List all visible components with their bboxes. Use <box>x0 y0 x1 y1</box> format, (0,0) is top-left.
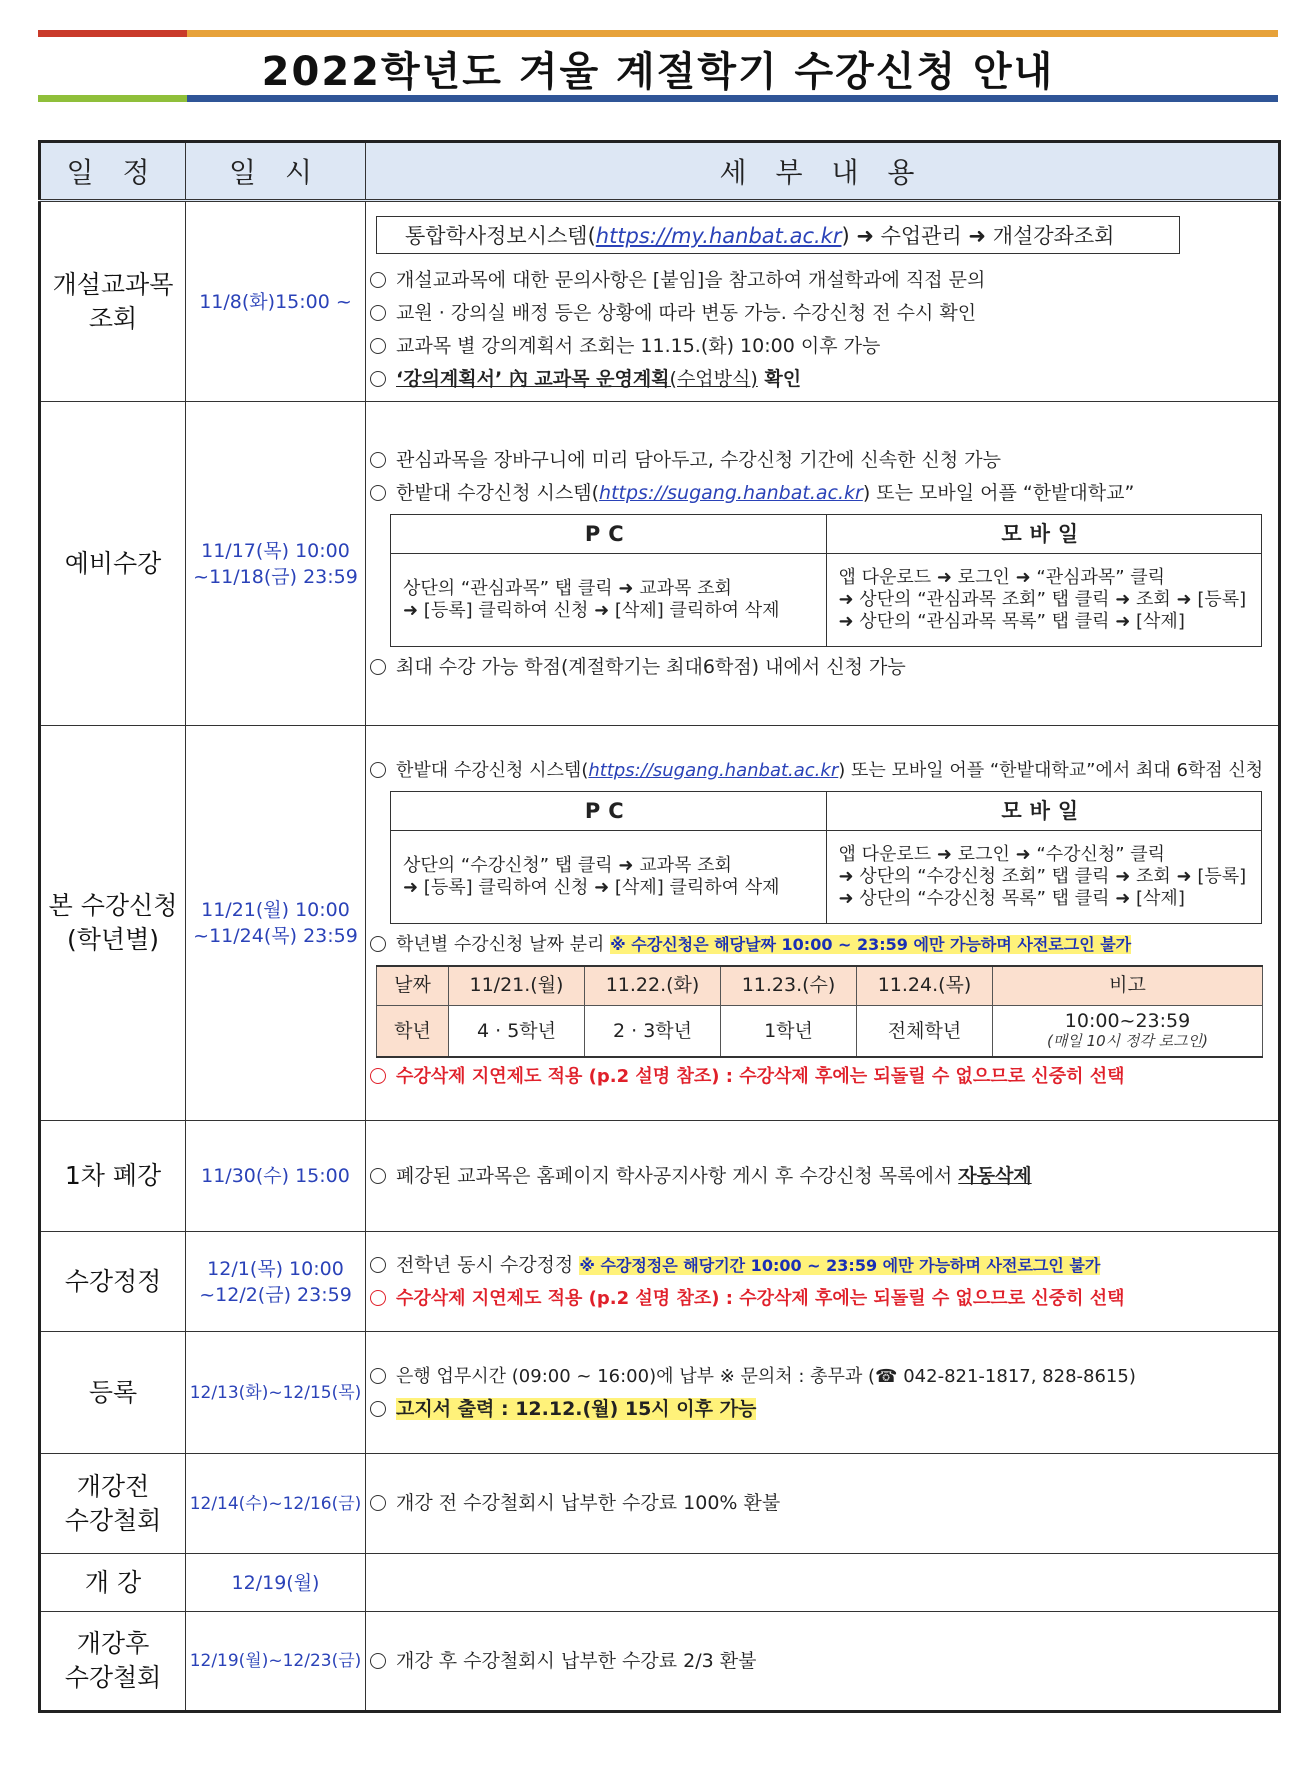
detail-line <box>370 444 1278 477</box>
bullet-circle-icon <box>370 485 386 501</box>
detail-line <box>370 651 1278 684</box>
detail-text: 전학년 동시 수강정정 <box>396 1253 580 1276</box>
warning-line <box>370 1282 1278 1315</box>
grade-value: 1학년 <box>721 1005 857 1057</box>
date-text: ~11/18(금) 23:59 <box>193 565 358 588</box>
schedule-label: 개강전 <box>76 1471 150 1501</box>
grade-value: 전체학년 <box>857 1005 993 1057</box>
mobile-header: 모바일 <box>826 791 1262 830</box>
bullet-circle-icon <box>370 936 386 952</box>
detail-text: 최대 수강 가능 학점(계절학기는 최대6학점) 내에서 신청 가능 <box>396 655 906 678</box>
schedule-label: 본 수강신청 <box>48 891 178 920</box>
detail-line <box>370 1393 1278 1426</box>
schedule-cell: 수강정정 <box>40 1232 186 1332</box>
header-schedule: 일 정 <box>40 142 186 201</box>
bullet-circle-icon <box>370 1068 386 1084</box>
row-correction <box>40 1232 1280 1332</box>
row-first-cancel <box>40 1121 1280 1232</box>
bullet-circle-icon <box>370 338 386 354</box>
instruction-text: ➜ [등록] 클릭하여 신청 ➜ [삭제] 클릭하여 삭제 <box>403 599 780 621</box>
document-page <box>38 30 1278 1692</box>
instruction-text: 앱 다운로드 ➜ 로그인 ➜ “수강신청” 클릭 <box>838 843 1166 865</box>
bullet-circle-icon <box>370 1653 386 1669</box>
schedule-label: 조회 <box>88 303 138 333</box>
schedule-cell <box>40 1454 186 1554</box>
date-cell <box>186 1232 366 1332</box>
title-banner <box>38 30 1278 102</box>
header-details: 세 부 내 용 <box>366 142 1280 201</box>
detail-cell <box>366 201 1280 402</box>
date-text: ~12/2(금) 23:59 <box>199 1283 352 1306</box>
detail-cell <box>366 402 1280 726</box>
schedule-label: 개설교과목 <box>52 269 174 299</box>
bullet-circle-icon <box>370 272 386 288</box>
detail-text: ) 또는 모바일 어플 “한밭대학교”에서 최대 6학점 신청 <box>838 759 1264 781</box>
schedule-cell <box>40 201 186 402</box>
system-path-box <box>376 216 1180 254</box>
date-cell: 12/13(화)~12/15(목) <box>186 1332 366 1454</box>
detail-line <box>370 754 1278 787</box>
bullet-circle-icon <box>370 305 386 321</box>
day-header: 비고 <box>993 966 1263 1006</box>
row-withdraw-after <box>40 1612 1280 1712</box>
schedule-cell: 개 강 <box>40 1554 186 1612</box>
system-path-suffix: ) ➜ 수업관리 ➜ 개설강좌조회 <box>841 223 1115 248</box>
instruction-text: ➜ 상단의 “관심과목 목록” 탭 클릭 ➜ [삭제] <box>838 610 1185 632</box>
schedule-cell <box>40 726 186 1121</box>
pc-instructions <box>391 830 827 923</box>
pc-header: PC <box>391 514 827 553</box>
pc-instructions <box>391 553 827 646</box>
detail-text: 폐강된 교과목은 홈페이지 학사공지사항 게시 후 수강신청 목록에서 <box>396 1164 959 1187</box>
detail-text: 자동삭제 <box>958 1164 1032 1187</box>
instruction-text: ➜ [등록] 클릭하여 신청 ➜ [삭제] 클릭하여 삭제 <box>403 876 780 898</box>
detail-text: 한밭대 수강신청 시스템( <box>396 481 600 504</box>
day-header: 11.24.(목) <box>857 966 993 1006</box>
instruction-text: ➜ 상단의 “수강신청 목록” 탭 클릭 ➜ [삭제] <box>838 887 1185 909</box>
date-cell <box>186 402 366 726</box>
detail-line <box>370 477 1278 510</box>
grade-value: 2 · 3학년 <box>585 1005 721 1057</box>
detail-text: 관심과목을 장바구니에 미리 담아두고, 수강신청 기간에 신속한 신청 가능 <box>396 448 1001 471</box>
date-cell: 12/19(월)~12/23(금) <box>186 1612 366 1712</box>
instruction-text: 상단의 “수강신청” 탭 클릭 ➜ 교과목 조회 <box>403 854 732 876</box>
date-text: 11/17(목) 10:00 <box>201 539 350 562</box>
bullet-circle-icon <box>370 762 386 778</box>
detail-cell <box>366 1232 1280 1332</box>
schedule-cell <box>40 1612 186 1712</box>
note-login: (매일 10시 정각 로그인) <box>1046 1031 1209 1050</box>
bullet-circle-icon <box>370 1168 386 1184</box>
instruction-text: 앱 다운로드 ➜ 로그인 ➜ “관심과목” 클릭 <box>838 566 1166 588</box>
detail-line <box>370 928 1278 961</box>
detail-line <box>370 1360 1278 1393</box>
date-text: 11/21(월) 10:00 <box>201 899 350 921</box>
sugang-link[interactable]: https://sugang.hanbat.ac.kr <box>599 481 863 504</box>
detail-text: 교과목 별 강의계획서 조회는 11.15.(화) 10:00 이후 가능 <box>396 334 881 357</box>
instruction-text: ➜ 상단의 “관심과목 조회” 탭 클릭 ➜ 조회 ➜ [등록] <box>838 588 1247 610</box>
pc-mobile-table <box>390 514 1262 647</box>
date-cell: 12/19(월) <box>186 1554 366 1612</box>
system-path-prefix: 통합학사정보시스템( <box>405 223 596 248</box>
detail-line <box>370 297 1278 330</box>
warning-text: 수강삭제 지연제도 적용 (p.2 설명 참조) : 수강삭제 후에는 되돌릴 수 없으므로 신중히 선택 <box>396 1065 1125 1087</box>
date-text: ~11/24(목) 23:59 <box>193 925 358 947</box>
mobile-instructions <box>826 553 1262 646</box>
grade-note <box>993 1005 1263 1057</box>
row-withdraw-before <box>40 1454 1280 1554</box>
title-top-rule <box>38 30 1278 37</box>
schedule-table <box>38 140 1281 1713</box>
date-text: 12/1(목) 10:00 <box>207 1257 344 1280</box>
schedule-label: (학년별) <box>67 925 159 954</box>
detail-text: 개강 전 수강철회시 납부한 수강료 100% 환불 <box>396 1492 781 1514</box>
bullet-circle-icon <box>370 1495 386 1511</box>
row-payment <box>40 1332 1280 1454</box>
detail-line <box>370 264 1278 297</box>
detail-text: ) 또는 모바일 어플 “한밭대학교” <box>862 481 1135 504</box>
bullet-circle-icon <box>370 659 386 675</box>
sugang-link[interactable]: https://sugang.hanbat.ac.kr <box>588 759 839 781</box>
warning-line <box>370 1060 1278 1093</box>
portal-link[interactable]: https://my.hanbat.ac.kr <box>595 223 842 248</box>
detail-text: 학년별 수강신청 날짜 분리 <box>396 933 611 955</box>
date-cell: 11/30(수) 15:00 <box>186 1121 366 1232</box>
detail-line <box>370 363 1278 396</box>
grade-value: 4 · 5학년 <box>449 1005 585 1057</box>
bullet-circle-icon <box>370 1290 386 1306</box>
schedule-cell: 등록 <box>40 1332 186 1454</box>
mobile-header: 모바일 <box>826 514 1262 553</box>
grade-date-table <box>376 965 1263 1058</box>
detail-text: ‘강의계획서’ 內 교과목 운영계획 <box>396 367 670 390</box>
detail-text: 개설교과목에 대한 문의사항은 [붙임]을 참고하여 개설학과에 직접 문의 <box>396 268 986 291</box>
detail-line <box>370 1160 1278 1193</box>
date-cell: 11/8(화)15:00 ~ <box>186 201 366 402</box>
pc-header: PC <box>391 791 827 830</box>
schedule-cell: 1차 폐강 <box>40 1121 186 1232</box>
detail-text: (수업방식) <box>669 367 758 390</box>
detail-line <box>370 330 1278 363</box>
title-bottom-rule <box>38 95 1278 102</box>
notice-highlight: ※ 수강정정은 해당기간 10:00 ~ 23:59 에만 가능하며 사전로그인 불가 <box>579 1255 1101 1275</box>
grade-label: 학년 <box>377 1005 449 1057</box>
detail-cell <box>366 726 1280 1121</box>
instruction-text: 상단의 “관심과목” 탭 클릭 ➜ 교과목 조회 <box>403 577 732 599</box>
detail-text: 확인 <box>757 367 802 390</box>
day-header: 날짜 <box>377 966 449 1006</box>
detail-line <box>370 1487 1278 1520</box>
bullet-circle-icon <box>370 1257 386 1273</box>
schedule-cell: 예비수강 <box>40 402 186 726</box>
row-main-registration <box>40 726 1280 1121</box>
header-row <box>40 142 1280 201</box>
detail-cell <box>366 1121 1280 1232</box>
warning-text: 수강삭제 지연제도 적용 (p.2 설명 참조) : 수강삭제 후에는 되돌릴 수 없으므로 신중히 선택 <box>396 1287 1125 1309</box>
detail-text: 한밭대 수강신청 시스템( <box>396 759 589 781</box>
bullet-circle-icon <box>370 371 386 387</box>
detail-cell <box>366 1612 1280 1712</box>
schedule-label: 수강철회 <box>64 1663 162 1692</box>
schedule-label: 개강후 <box>76 1629 150 1658</box>
row-course-lookup <box>40 201 1280 402</box>
pc-mobile-table <box>390 791 1262 924</box>
date-cell <box>186 726 366 1121</box>
date-cell: 12/14(수)~12/16(금) <box>186 1454 366 1554</box>
instruction-text: ➜ 상단의 “수강신청 조회” 탭 클릭 ➜ 조회 ➜ [등록] <box>838 865 1247 887</box>
schedule-label: 수강철회 <box>64 1505 162 1535</box>
bullet-circle-icon <box>370 1401 386 1417</box>
day-header: 11/21.(월) <box>449 966 585 1006</box>
detail-cell <box>366 1332 1280 1454</box>
bullet-circle-icon <box>370 452 386 468</box>
detail-text: 교원 · 강의실 배정 등은 상황에 따라 변동 가능. 수강신청 전 수시 확인 <box>396 301 977 324</box>
row-pre-registration <box>40 402 1280 726</box>
detail-line <box>370 1645 1278 1678</box>
page-title: 2022학년도 겨울 계절학기 수강신청 안내 <box>261 49 1055 95</box>
mobile-instructions <box>826 830 1262 923</box>
detail-cell <box>366 1554 1280 1612</box>
notice-highlight: ※ 수강신청은 해당날짜 10:00 ~ 23:59 에만 가능하며 사전로그인 불가 <box>610 934 1132 954</box>
day-header: 11.23.(수) <box>721 966 857 1006</box>
detail-text: 개강 후 수강철회시 납부한 수강료 2/3 환불 <box>396 1649 757 1672</box>
detail-line <box>370 1249 1278 1282</box>
detail-cell <box>366 1454 1280 1554</box>
notice-highlight: 고지서 출력 : 12.12.(월) 15시 이후 가능 <box>396 1397 757 1420</box>
detail-text: 은행 업무시간 (09:00 ~ 16:00)에 납부 ※ 문의처 : 총무과 (☎ 042-821-1817, 828-8615) <box>396 1365 1136 1387</box>
header-datetime: 일 시 <box>186 142 366 201</box>
row-semester-start <box>40 1554 1280 1612</box>
bullet-circle-icon <box>370 1368 386 1384</box>
note-time: 10:00~23:59 <box>1064 1009 1191 1032</box>
day-header: 11.22.(화) <box>585 966 721 1006</box>
